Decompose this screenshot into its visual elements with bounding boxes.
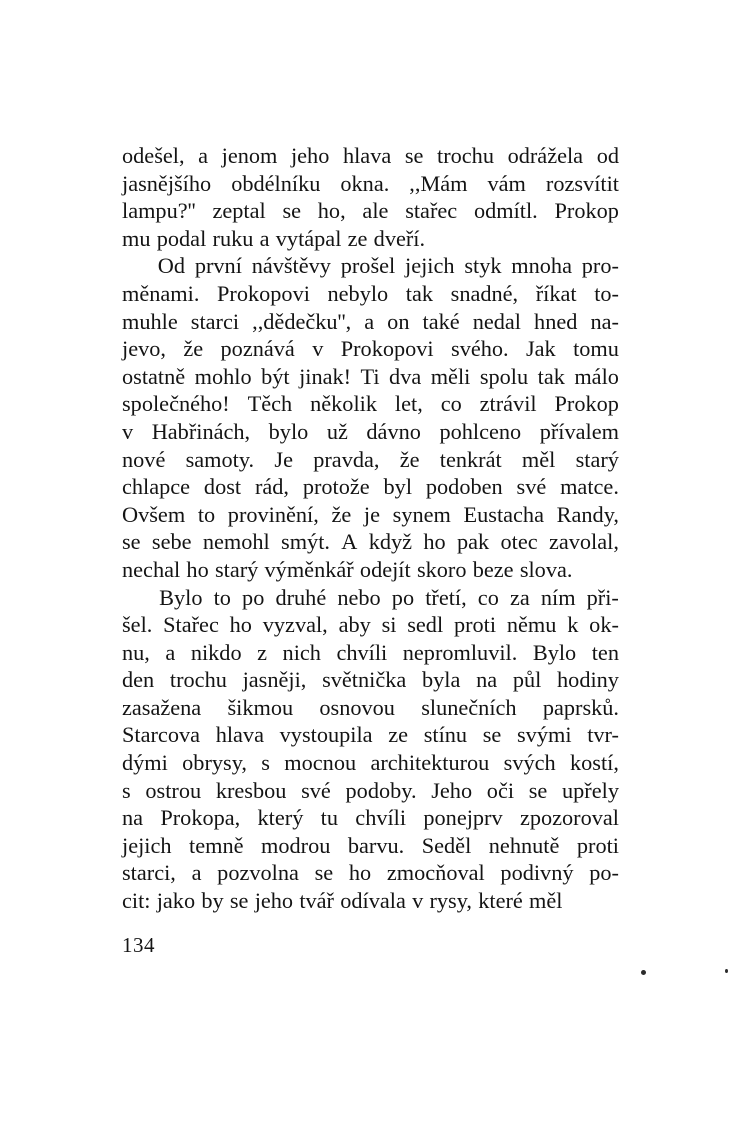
word: tvr-	[587, 722, 619, 748]
word: Prokop	[554, 198, 619, 224]
word: ruku	[212, 225, 254, 251]
word: po-	[589, 860, 619, 886]
word: jeho	[254, 888, 294, 914]
word: byl	[383, 474, 413, 500]
word: chlapce	[122, 474, 191, 500]
word: k	[567, 612, 579, 638]
word: se	[404, 143, 424, 168]
word: tvář	[299, 888, 334, 914]
word: světnička	[322, 667, 407, 693]
word: dveří.	[373, 225, 426, 251]
word: jako	[156, 888, 196, 914]
word: v	[312, 336, 324, 362]
word: Ovšem	[122, 501, 186, 527]
word: ostrou	[145, 777, 202, 803]
word: v	[122, 418, 134, 444]
word: tenkrát	[439, 446, 502, 472]
word: provinění,	[227, 501, 319, 527]
word: měli	[430, 363, 471, 389]
word: vystoupila	[279, 722, 373, 748]
word: ponejprv	[423, 805, 503, 831]
text-line	[122, 501, 619, 529]
word: Eustacha	[463, 501, 544, 527]
word: rozsvítit	[545, 170, 619, 196]
word: šikmou	[227, 694, 294, 720]
paragraph	[122, 142, 619, 252]
word: Stařec	[163, 612, 219, 638]
word: Randy,	[556, 501, 619, 527]
word: ale	[362, 198, 389, 224]
word: pak	[456, 529, 490, 555]
word: za	[509, 584, 530, 610]
word: tak	[405, 280, 434, 306]
word: architekturou	[370, 750, 490, 776]
paragraph-indent	[122, 252, 148, 280]
text-line	[122, 197, 619, 225]
word: pohlceno	[439, 418, 522, 444]
word: po	[391, 584, 415, 610]
word: které	[478, 888, 523, 914]
word: ostatně	[122, 363, 186, 389]
word: odívala	[340, 888, 406, 914]
word: zmocňoval	[386, 860, 485, 886]
word: mu	[122, 225, 151, 251]
word: chvíli	[336, 639, 388, 665]
word: nové	[122, 446, 166, 472]
word: návštěvy	[251, 253, 331, 279]
text-line	[122, 639, 619, 667]
word: druhé	[275, 584, 327, 610]
text-line	[122, 335, 619, 363]
word: sedl	[407, 612, 444, 638]
word: trochu	[169, 667, 227, 693]
word: vám	[487, 170, 526, 196]
word: třetí,	[425, 584, 467, 610]
word: vyzval,	[262, 612, 328, 638]
word: zpozoroval	[519, 805, 619, 831]
word: málo	[574, 363, 619, 389]
word: se	[528, 777, 548, 803]
word: temně	[189, 832, 244, 858]
word: den	[122, 667, 155, 693]
word: němu	[506, 612, 557, 638]
word: ten	[591, 639, 619, 665]
word: starci,	[122, 860, 176, 886]
word: jasněji,	[242, 667, 307, 693]
word: osnovou	[319, 694, 395, 720]
word: barvu.	[347, 832, 405, 858]
word: Seděl	[421, 832, 472, 858]
word: proti	[576, 832, 619, 858]
word: rysy,	[429, 888, 473, 914]
word: ze	[347, 225, 368, 251]
word: jenom	[221, 143, 278, 168]
word: modrou	[261, 832, 331, 858]
word: se	[314, 860, 334, 886]
word: už	[326, 418, 348, 444]
word: lampu?''	[122, 198, 196, 224]
text-line	[122, 611, 619, 639]
word: po	[242, 584, 265, 610]
word: ho	[186, 556, 209, 582]
word: to-	[594, 280, 619, 306]
word: nepromluvil.	[402, 639, 518, 665]
word: svého.	[451, 336, 509, 362]
word: a	[165, 639, 176, 665]
word: ním	[540, 584, 576, 610]
word: stařec	[405, 198, 458, 224]
word: chvíli	[355, 805, 407, 831]
word: dva	[389, 363, 422, 389]
word: hned	[534, 308, 578, 334]
word: si	[381, 612, 397, 638]
word: podoben	[425, 474, 503, 500]
word: přívalem	[539, 418, 619, 444]
word: protože	[302, 474, 370, 500]
word: Jeho	[431, 777, 473, 803]
word: let,	[394, 391, 423, 417]
word: s	[122, 777, 131, 803]
word: Bylo	[159, 584, 203, 610]
word: na	[476, 667, 498, 693]
word: jevo,	[122, 336, 166, 362]
word: otec	[500, 529, 538, 555]
word: a	[198, 143, 209, 168]
text-line	[122, 170, 619, 198]
word: s	[261, 750, 270, 776]
text-line	[122, 280, 619, 308]
word: ok-	[589, 612, 619, 638]
word: by	[201, 888, 224, 914]
word: to	[213, 584, 231, 610]
word: cit:	[122, 888, 151, 914]
word: paprsků.	[542, 694, 619, 720]
word: Jak	[525, 336, 556, 362]
text-line	[122, 804, 619, 832]
word: bylo	[268, 418, 309, 444]
word: podal	[156, 225, 207, 251]
word: upřely	[562, 777, 619, 803]
text-line	[122, 390, 619, 418]
word: že	[399, 446, 420, 472]
word: Prokopovi	[217, 280, 310, 306]
word: se	[122, 529, 141, 555]
word: výměnkář	[264, 556, 354, 582]
word: nemohl	[202, 529, 270, 555]
word: odmítl.	[473, 198, 538, 224]
word: samoty.	[185, 446, 255, 472]
word: pro-	[581, 253, 619, 279]
word: zavolal,	[548, 529, 619, 555]
word: společného!	[122, 391, 230, 417]
word: nehnutě	[488, 832, 560, 858]
word: pravda,	[313, 446, 380, 472]
word: na	[122, 805, 144, 831]
word: rád,	[254, 474, 289, 500]
text-line	[122, 749, 619, 777]
word: smýt.	[281, 529, 330, 555]
word: prošel	[340, 253, 396, 279]
word: sebe	[151, 529, 192, 555]
word: ztrávil	[479, 391, 537, 417]
word: Těch	[247, 391, 293, 417]
word: od	[596, 143, 619, 168]
page-number: 134	[122, 933, 155, 957]
word: byla	[421, 667, 461, 693]
word: A	[341, 529, 358, 555]
word: a	[191, 860, 202, 886]
word: se	[229, 888, 249, 914]
word: říkat	[535, 280, 577, 306]
word: první	[194, 253, 242, 279]
word: jasnějšího	[122, 170, 212, 196]
paragraph	[122, 252, 619, 583]
word: se	[482, 722, 502, 748]
word: dávno	[366, 418, 421, 444]
word: ,,dědečku'',	[252, 308, 352, 334]
word: a	[259, 225, 270, 251]
text-line	[122, 584, 619, 612]
word: když	[368, 529, 413, 555]
text-line	[122, 252, 619, 280]
word: synem	[392, 501, 451, 527]
word: Prokopa,	[160, 805, 241, 831]
word: ho	[229, 612, 252, 638]
word: v	[412, 888, 424, 914]
word: svými	[517, 722, 572, 748]
word: nikdo	[190, 639, 242, 665]
word: mocnou	[284, 750, 357, 776]
word: podoby.	[345, 777, 417, 803]
text-line	[122, 142, 619, 170]
word: starý	[575, 446, 619, 472]
word: muhle	[122, 308, 178, 334]
word: své	[516, 474, 547, 500]
word: oči	[486, 777, 515, 803]
word: nu,	[122, 639, 150, 665]
word: Starcova	[122, 722, 201, 748]
word: je	[363, 501, 380, 527]
paragraph-indent	[122, 584, 148, 612]
word: na-	[590, 308, 619, 334]
word: co	[440, 391, 462, 417]
text-line	[122, 721, 619, 749]
word: Od	[157, 253, 186, 279]
word: jejich	[122, 832, 172, 858]
word: trochu	[437, 143, 494, 168]
word: okna.	[340, 170, 390, 196]
word: snadné,	[450, 280, 519, 306]
word: odejít	[359, 556, 411, 582]
word: že	[183, 336, 204, 362]
word: matce.	[560, 474, 619, 500]
text-line	[122, 777, 619, 805]
text-line	[122, 418, 619, 446]
text-line	[122, 859, 619, 887]
word: nedal	[472, 308, 521, 334]
word: měl	[529, 888, 563, 914]
word: také	[422, 308, 460, 334]
word: své	[301, 777, 331, 803]
word: Prokopovi	[340, 336, 434, 362]
word: co	[477, 584, 499, 610]
word: Bylo	[532, 639, 577, 665]
word: z	[257, 639, 268, 665]
word: obdélníku	[231, 170, 321, 196]
word: ,,Mám	[409, 170, 468, 196]
word: starci	[190, 308, 240, 334]
word: Je	[274, 446, 293, 472]
word: odešel,	[122, 143, 185, 168]
word: být	[261, 363, 290, 389]
word: zasažena	[122, 694, 202, 720]
word: Habřinách,	[151, 418, 251, 444]
text-line	[122, 556, 619, 584]
ink-speck-left-artifact	[641, 970, 646, 975]
word: aby	[338, 612, 371, 638]
word: při-	[586, 584, 619, 610]
word: dými	[122, 750, 168, 776]
text-line	[122, 225, 619, 253]
word: slova.	[519, 556, 573, 582]
word: proti	[453, 612, 497, 638]
word: vytápal	[275, 225, 342, 251]
word: ze	[388, 722, 409, 748]
word: odrážela	[507, 143, 584, 168]
text-line	[122, 887, 619, 915]
word: svých	[503, 750, 556, 776]
word: několik	[310, 391, 377, 417]
text-line	[122, 666, 619, 694]
text-line	[122, 473, 619, 501]
ink-speck-right-artifact	[725, 969, 728, 973]
word: to	[197, 501, 216, 527]
text-line	[122, 694, 619, 722]
word: kostí,	[569, 750, 619, 776]
word: Prokop	[554, 391, 619, 417]
word: tu	[320, 805, 338, 831]
word: nich	[282, 639, 321, 665]
word: spolu	[479, 363, 529, 389]
word: nebylo	[327, 280, 389, 306]
word: mnoha	[511, 253, 572, 279]
word: jejich	[405, 253, 455, 279]
word: stínu	[423, 722, 468, 748]
paragraph	[122, 584, 619, 915]
text-line	[122, 832, 619, 860]
word: dost	[203, 474, 242, 500]
word: obrysy,	[182, 750, 247, 776]
word: šel.	[122, 612, 153, 638]
word: půl	[512, 667, 542, 693]
word: poznává	[220, 336, 295, 362]
text-line	[122, 363, 619, 391]
word: jinak!	[299, 363, 352, 389]
word: zeptal	[212, 198, 266, 224]
word: měl	[521, 446, 556, 472]
word: hodiny	[557, 667, 619, 693]
word: mohlo	[194, 363, 252, 389]
word: a	[364, 308, 375, 334]
word: podivný	[500, 860, 574, 886]
text-line	[122, 528, 619, 556]
word: že	[331, 501, 352, 527]
word: který	[257, 805, 304, 831]
word: styk	[464, 253, 502, 279]
word: jeho	[290, 143, 330, 168]
word: nebo	[337, 584, 381, 610]
word: tomu	[573, 336, 619, 362]
word: ho	[423, 529, 446, 555]
word: hlava	[342, 143, 392, 168]
word: starý	[214, 556, 259, 582]
word: nechal	[122, 556, 181, 582]
word: se	[282, 198, 302, 224]
word: beze	[472, 556, 514, 582]
word: skoro	[416, 556, 467, 582]
word: slunečních	[421, 694, 517, 720]
text-line	[122, 308, 619, 336]
word: kresbou	[215, 777, 287, 803]
word: ho	[348, 860, 372, 886]
word: pozvolna	[217, 860, 299, 886]
page-text-block	[122, 142, 619, 915]
word: ho,	[317, 198, 346, 224]
word: Ti	[360, 363, 380, 389]
word: tak	[537, 363, 565, 389]
text-line	[122, 446, 619, 474]
word: hlava	[215, 722, 264, 748]
word: on	[387, 308, 410, 334]
word: měnami.	[122, 280, 200, 306]
